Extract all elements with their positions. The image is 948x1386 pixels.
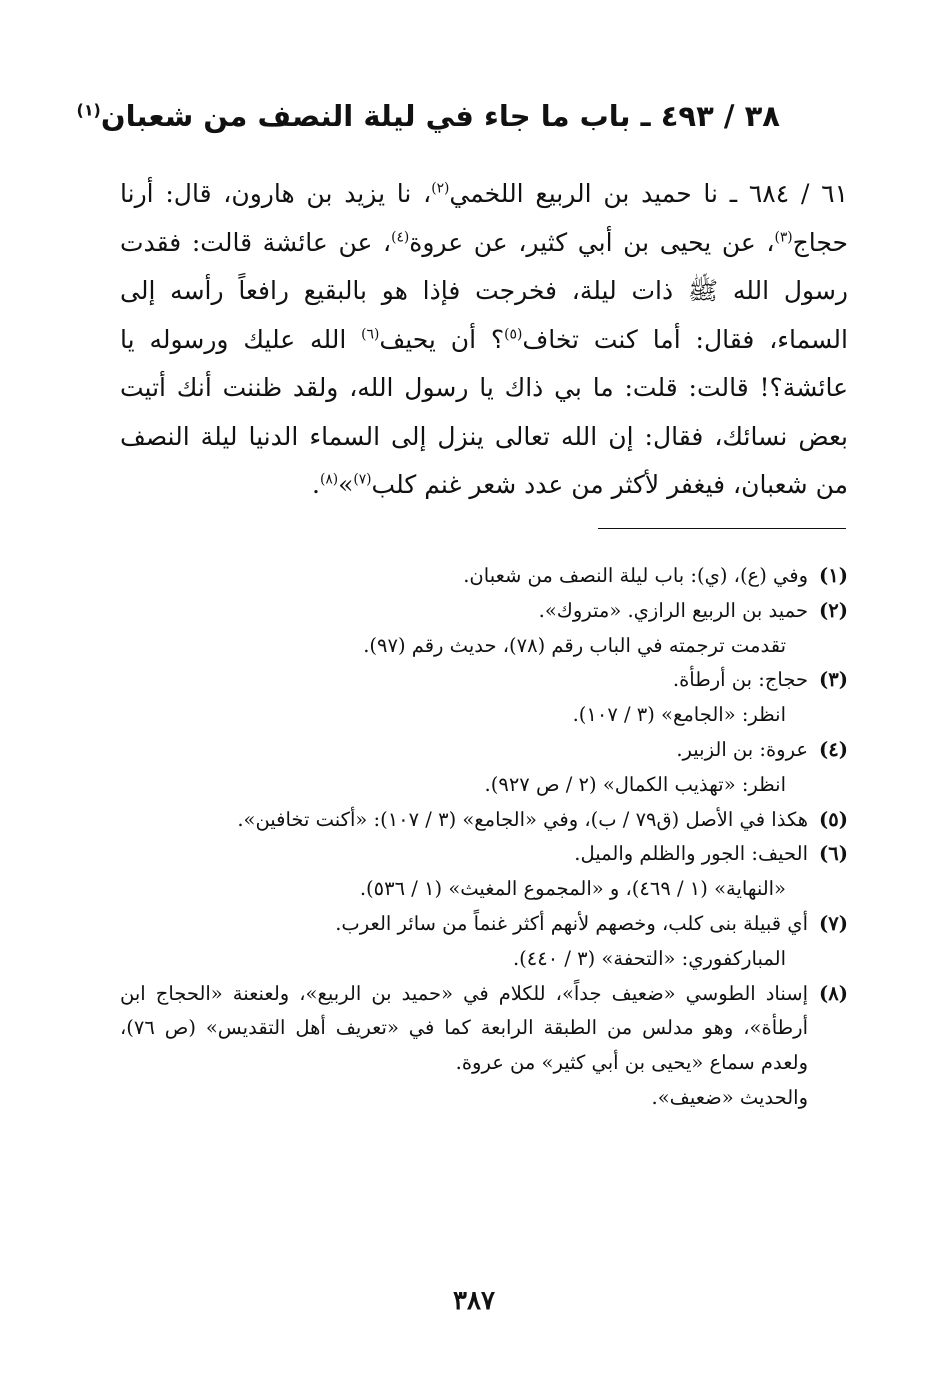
footnote-number: (٦) bbox=[819, 842, 848, 866]
footnote bbox=[120, 837, 848, 872]
footnote-continuation: والحديث «ضعيف». bbox=[651, 1085, 808, 1109]
footnote-number: (٧) bbox=[819, 911, 848, 935]
footnote-continuation: المباركفوري: «التحفة» (٣ / ٤٤٠). bbox=[512, 946, 786, 970]
footnote-ref: (٤) bbox=[391, 229, 410, 246]
footnote bbox=[120, 559, 848, 594]
footnote-text: عروة: بن الزبير. bbox=[676, 737, 808, 761]
hadith-text bbox=[120, 170, 848, 510]
footnote-text: حميد بن الربيع الرازي. «متروك». bbox=[538, 598, 808, 622]
heading-footnote-ref: (١) bbox=[76, 100, 101, 120]
footnote-text: وفي (ع)، (ي): باب ليلة النصف من شعبان. bbox=[463, 564, 808, 587]
hadith-segment: ، عن يحيى بن أبي كثير، عن عروة bbox=[409, 227, 775, 257]
footnote bbox=[120, 803, 848, 838]
footnote-number: (٨) bbox=[819, 981, 848, 1005]
footnote-number: (٤) bbox=[819, 737, 848, 761]
footnote-ref: (٧) bbox=[353, 471, 372, 488]
footnote-ref: (٢) bbox=[431, 180, 450, 197]
hadith-segment: . bbox=[312, 470, 320, 499]
hadith-segment: ، نا يزيد بن هارون، قال: أرنا حجاج bbox=[120, 179, 848, 257]
hadith-segment: الله عليك ورسوله يا عائشة؟! قالت: قلت: ما بي ذاك يا رسول الله، ولقد ظننت أنك أتيت بعض نسائك، فقال: إن الله تعالى ينزل إلى السماء الدنيا ليلة النصف من شعبان، فيغفر لأكثر من عدد شعر غنم كلب bbox=[120, 324, 848, 499]
footnote bbox=[120, 977, 848, 1081]
hadith-segment: ٦١ / ٦٨٤ ـ نا حميد بن الربيع اللخمي bbox=[449, 179, 848, 208]
chapter-heading bbox=[76, 96, 780, 136]
footnote-continuation: انظر: «تهذيب الكمال» (٢ / ص ٩٢٧). bbox=[484, 772, 786, 796]
hadith-segment: ، عن عائشة قالت: فقدت رسول الله ﷺ ذات ليلة، فخرجت فإذا هو بالبقيع رافعاً رأسه إلى السماء، فقال: أما كنت تخاف bbox=[120, 227, 848, 354]
footnote-separator bbox=[598, 528, 846, 529]
footnote-number: (٥) bbox=[819, 807, 848, 831]
footnote-continuation: انظر: «الجامع» (٣ / ١٠٧). bbox=[572, 703, 786, 727]
footnote-number: (٢) bbox=[819, 598, 848, 622]
hadith-segment: ؟ أن يحيف bbox=[379, 324, 505, 354]
page-number: ٣٨٧ bbox=[453, 1286, 495, 1316]
footnote-continuation: تقدمت ترجمته في الباب رقم (٧٨)، حديث رقم (٩٧). bbox=[363, 633, 786, 657]
footnote bbox=[120, 663, 848, 698]
footnote-continuation: «النهاية» (١ / ٤٦٩)، و «المجموع المغيث» (١ / ٥٣٦). bbox=[359, 877, 786, 901]
footnote bbox=[120, 733, 848, 768]
footnote-text: هكذا في الأصل (ق٧٩ / ب)، وفي «الجامع» (٣ / ١٠٧): «أكنت تخافين». bbox=[237, 807, 808, 831]
footnote-number: (٣) bbox=[819, 668, 848, 692]
footnote-text: إسناد الطوسي «ضعيف جداً»، للكلام في «حميد بن الربيع»، ولعنعنة «الحجاج ابن أرطأة»، وهو مدلس من الطبقة الرابعة كما في «تعريف أهل التقديس» (ص ٧٦)، ولعدم سماع «يحيى بن أبي كثير» من عروة. bbox=[120, 981, 808, 1075]
chapter-heading-text: ٣٨ / ٤٩٣ ـ باب ما جاء في ليلة النصف من شعبان bbox=[100, 99, 780, 133]
footnote-ref: (٨) bbox=[319, 471, 339, 488]
hadith-paragraph bbox=[120, 170, 848, 510]
footnote bbox=[120, 907, 848, 942]
footnote-text: الحيف: الجور والظلم والميل. bbox=[574, 842, 808, 866]
footnote-ref: (٥) bbox=[504, 326, 523, 343]
footnote-number: (١) bbox=[819, 564, 848, 587]
hadith-segment: » bbox=[338, 470, 354, 499]
footnote-ref: (٣) bbox=[774, 229, 793, 246]
footnote-text: حجاج: بن أرطأة. bbox=[672, 668, 808, 692]
footnote bbox=[120, 594, 848, 629]
footnote-text: أي قبيلة بنى كلب، وخصهم لأنهم أكثر غنماً من سائر العرب. bbox=[335, 911, 808, 935]
footnote-ref: (٦) bbox=[361, 326, 380, 343]
footnotes bbox=[120, 559, 848, 1116]
